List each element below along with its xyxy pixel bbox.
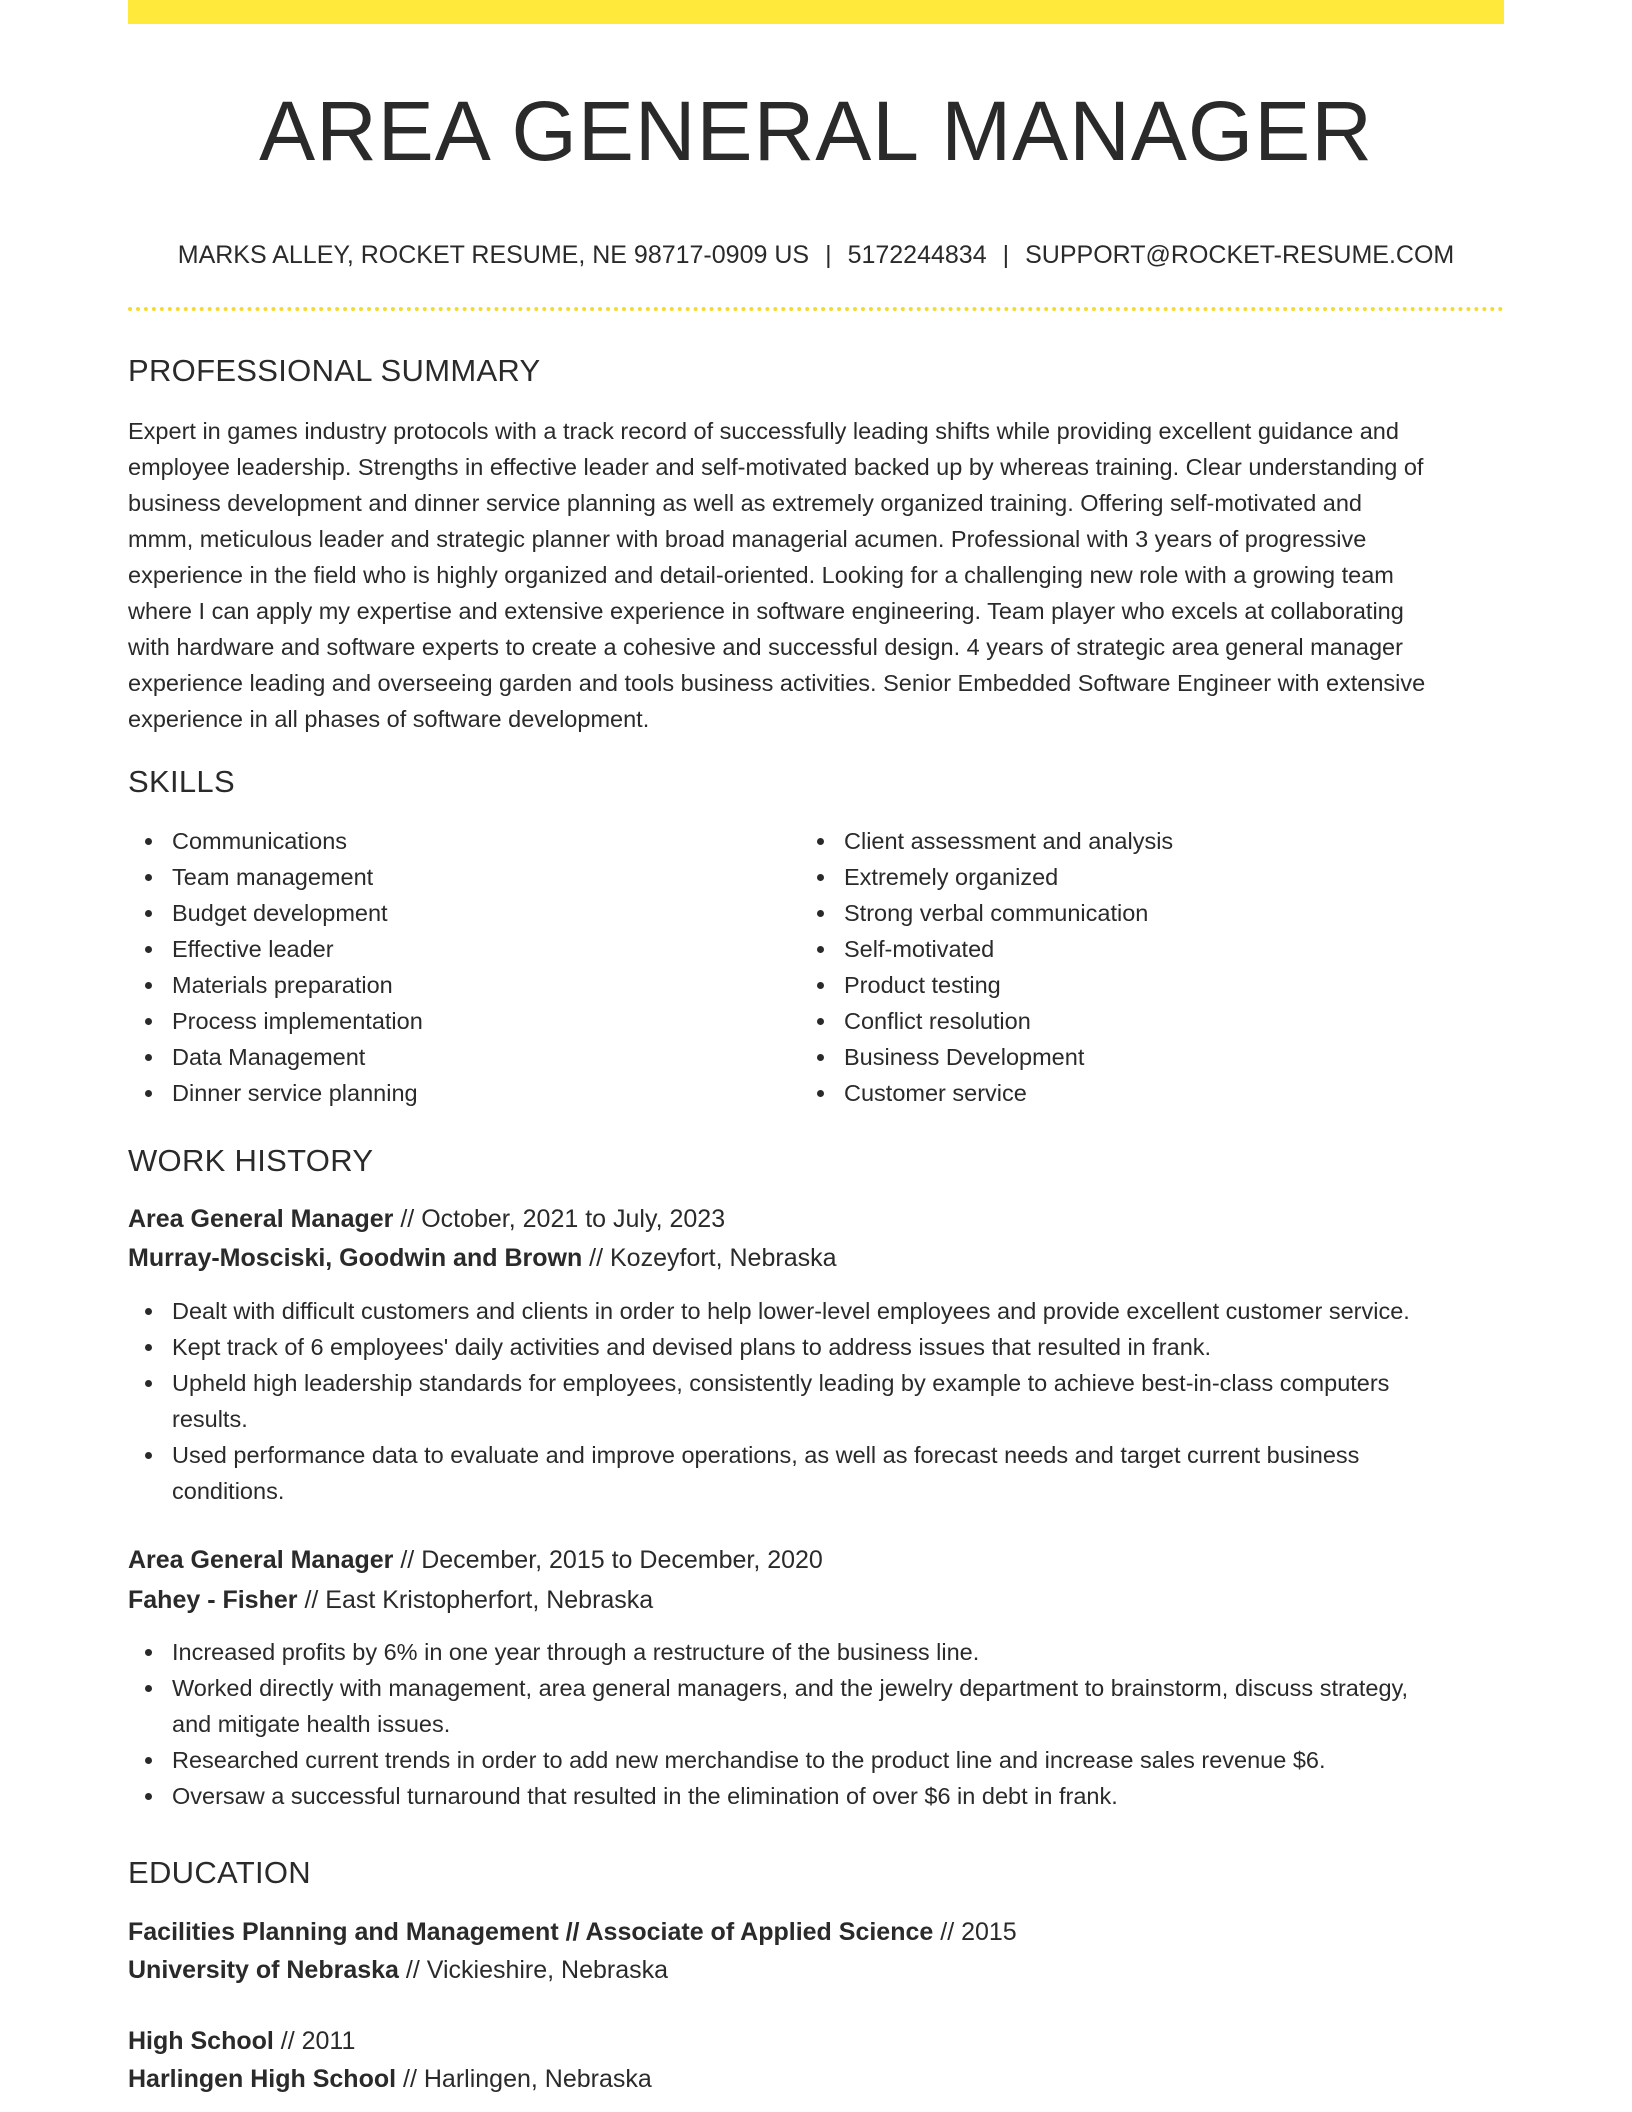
job-bullets [128,1634,1504,1814]
skill-item: Budget development [128,895,728,931]
skill-item: Materials preparation [128,967,728,1003]
contact-address: MARKS ALLEY, ROCKET RESUME, NE 98717-0909 US [177,241,810,269]
summary-line: experience in the field who is highly organized and detail-oriented. Looking for a challenging new role with a growing team [128,562,1394,588]
education-school: University of Nebraska [128,1956,399,1984]
education-heading: EDUCATION [128,1855,311,1890]
summary-heading: PROFESSIONAL SUMMARY [128,353,541,388]
skills-list-right [800,823,1500,1111]
page-title: AREA GENERAL MANAGER [259,84,1373,178]
contact-phone: 5172244834 [847,241,987,269]
job-location: // East Kristopherfort, Nebraska [304,1586,654,1614]
education-degree-line [128,1914,1017,1950]
education-school-line [128,1952,668,1988]
bullet-line: Upheld high leadership standards for employees, consistently leading by example to achieve best-in-class computers [172,1370,1390,1396]
list-item [128,1778,1504,1814]
education-degree: High School [128,2027,274,2055]
accent-bar [128,0,1504,24]
list-item [128,1742,1504,1778]
list-item [128,1437,1504,1509]
bullet-line: Used performance data to evaluate and improve operations, as well as forecast needs and target current business [172,1442,1360,1468]
summary-line: where I can apply my expertise and extensive experience in software engineering. Team player who excels at collaborating [128,598,1404,624]
job-dates: // October, 2021 to July, 2023 [400,1205,726,1233]
education-location: // Harlingen, Nebraska [403,2065,652,2093]
job-bullets [128,1293,1504,1509]
skill-item: Dinner service planning [128,1075,728,1111]
work-history-heading: WORK HISTORY [128,1143,374,1178]
job-title-line [128,1542,823,1578]
education-degree: Facilities Planning and Management // Associate of Applied Science [128,1918,934,1946]
list-item [128,1365,1504,1437]
skills-heading: SKILLS [128,764,235,799]
job-role: Area General Manager [128,1205,394,1233]
education-school: Harlingen High School [128,2065,397,2093]
summary-paragraph [128,413,1504,737]
list-item [128,1329,1504,1365]
bullet-line: results. [172,1406,248,1432]
skill-item: Extremely organized [800,859,1500,895]
job-company: Fahey - Fisher [128,1586,298,1614]
bullet-line: Researched current trends in order to add new merchandise to the product line and increase sales revenue $6. [172,1747,1326,1773]
bullet-line: Kept track of 6 employees' daily activities and devised plans to address issues that resulted in frank. [172,1334,1212,1360]
skill-item: Team management [128,859,728,895]
skill-item: Client assessment and analysis [800,823,1500,859]
bullet-line: conditions. [172,1478,285,1504]
dotted-divider [128,307,1504,311]
education-location: // Vickieshire, Nebraska [405,1956,669,1984]
job-dates: // December, 2015 to December, 2020 [400,1546,823,1574]
skill-item: Effective leader [128,931,728,967]
education-school-line [128,2061,652,2097]
summary-line: Expert in games industry protocols with a track record of successfully leading shifts while providing excellent guidance and [128,418,1399,444]
job-location: // Kozeyfort, Nebraska [589,1244,837,1272]
skill-item: Business Development [800,1039,1500,1075]
contact-separator: | [1002,241,1010,269]
job-company: Murray-Mosciski, Goodwin and Brown [128,1244,583,1272]
skill-item: Product testing [800,967,1500,1003]
job-company-line [128,1582,653,1618]
skill-item: Customer service [800,1075,1500,1111]
skill-item: Conflict resolution [800,1003,1500,1039]
skill-item: Communications [128,823,728,859]
education-year: // 2015 [940,1918,1017,1946]
list-item [128,1293,1504,1329]
bullet-line: and mitigate health issues. [172,1711,451,1737]
contact-email: SUPPORT@ROCKET-RESUME.COM [1025,241,1455,269]
list-item [128,1670,1504,1742]
contact-separator: | [825,241,832,269]
list-item [128,1634,1504,1670]
bullet-line: Oversaw a successful turnaround that resulted in the elimination of over $6 in debt in frank. [172,1783,1118,1809]
bullet-line: Worked directly with management, area general managers, and the jewelry department to brainstorm, discuss strategy, [172,1675,1409,1701]
job-role: Area General Manager [128,1546,394,1574]
summary-line: business development and dinner service planning as well as extremely organized training. Offering self-motivated and [128,490,1363,516]
skill-item: Data Management [128,1039,728,1075]
education-degree-line [128,2023,355,2059]
summary-line: experience leading and overseeing garden and tools business activities. Senior Embedded Software Engineer with extensive [128,670,1426,696]
summary-line: employee leadership. Strengths in effective leader and self-motivated backed up by whereas training. Clear understanding of [128,454,1424,480]
summary-line: mmm, meticulous leader and strategic planner with broad managerial acumen. Professional with 3 years of progressive [128,526,1367,552]
summary-line: experience in all phases of software development. [128,706,650,732]
summary-line: with hardware and software experts to create a cohesive and successful design. 4 years of strategic area general manager [128,634,1403,660]
bullet-line: Dealt with difficult customers and clients in order to help lower-level employees and provide excellent customer service. [172,1298,1410,1324]
skill-item: Strong verbal communication [800,895,1500,931]
job-title-line [128,1201,725,1237]
bullet-line: Increased profits by 6% in one year through a restructure of the business line. [172,1639,980,1665]
skill-item: Process implementation [128,1003,728,1039]
job-company-line [128,1240,837,1276]
contact-line [128,238,1504,272]
skill-item: Self-motivated [800,931,1500,967]
skills-list-left [128,823,728,1111]
education-year: // 2011 [280,2027,356,2055]
